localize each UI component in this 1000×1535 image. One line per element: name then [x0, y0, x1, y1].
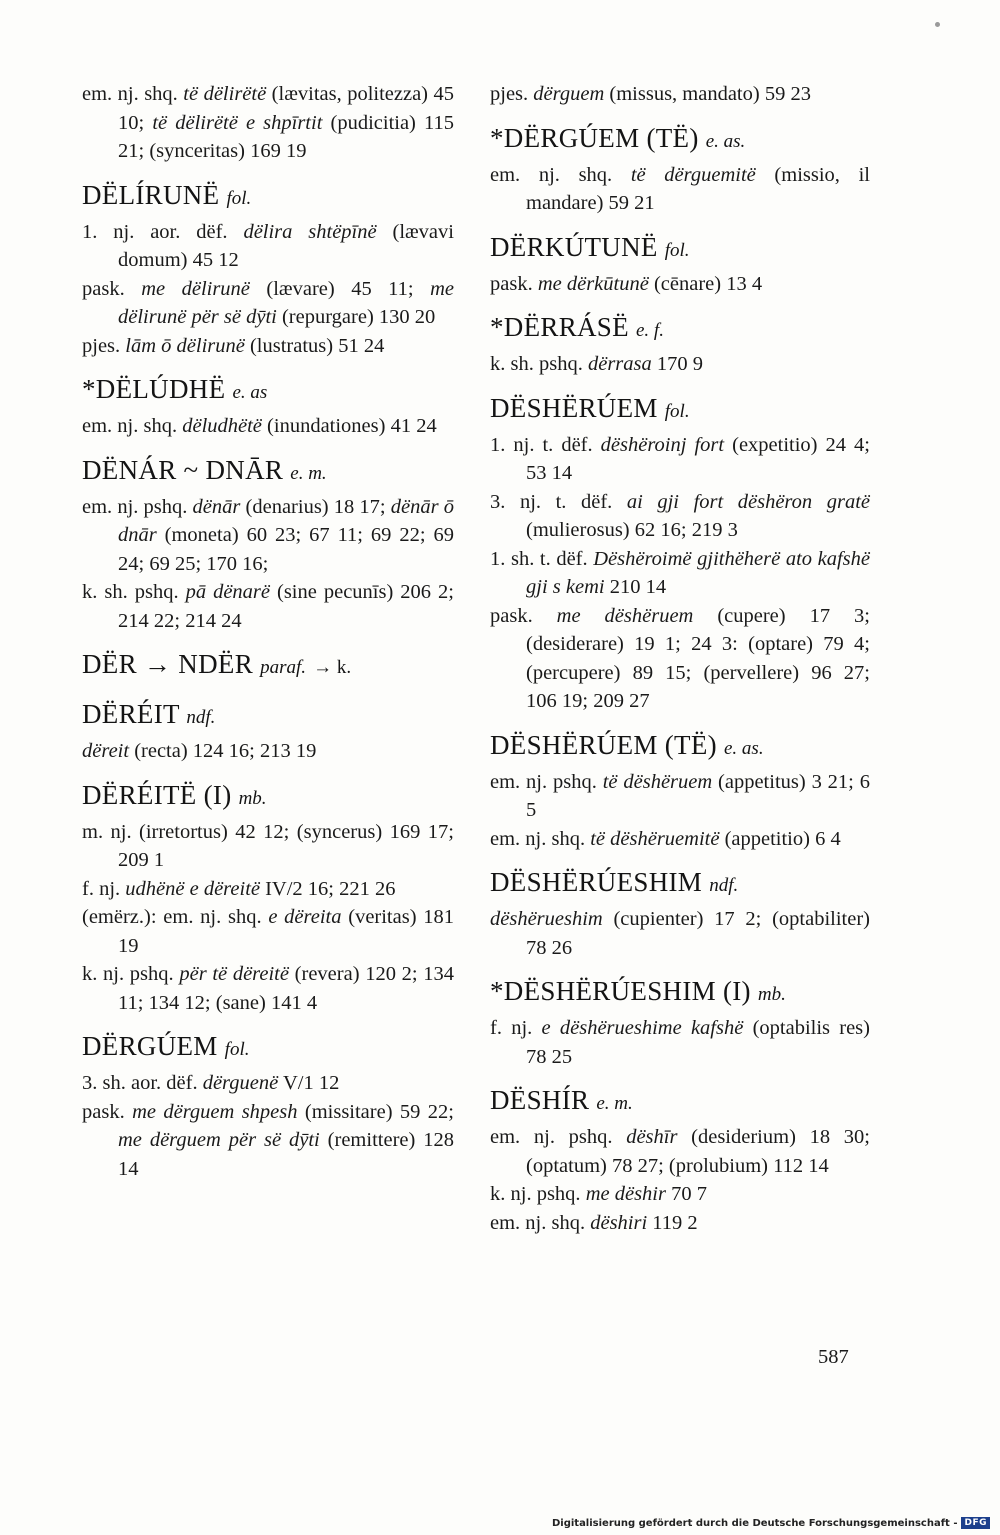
sense-example: për të dëreitë: [179, 963, 289, 985]
sense-example: me dërkūtunë: [537, 272, 649, 295]
sense-example: të dëlirëtë: [183, 83, 267, 105]
headword-text: DËRGÚEM: [82, 1031, 218, 1061]
sense-text: V/1 12: [278, 1072, 340, 1094]
sense-text: (sine pecunīs) 206 2; 214 22; 214 24: [118, 581, 454, 632]
sense-text: (expetitio) 24 4; 53 14: [526, 433, 870, 484]
right-column: [490, 80, 870, 1249]
dictionary-entry: [490, 974, 870, 1071]
sense-text: pask.: [82, 277, 142, 300]
entry-sense: [82, 218, 454, 275]
sense-text: (lævavi domum) 45 12: [118, 220, 454, 271]
headword-text: *DËRRÁSË: [490, 312, 629, 342]
sense-example: e dëreita: [268, 906, 342, 928]
sense-text: pjes.: [490, 83, 534, 105]
entry-sense: [82, 1098, 454, 1184]
sense-example: të dëshëruemitë: [590, 827, 720, 850]
dictionary-entry: [490, 865, 870, 962]
sense-text: (repurgare) 130 20: [276, 306, 436, 328]
entry-sense: [490, 80, 870, 109]
sense-text: (missitare) 59 22;: [297, 1100, 454, 1123]
sense-text: f. nj.: [82, 877, 126, 900]
grammar-label: fol.: [664, 400, 690, 422]
sense-text: f. nj.: [490, 1017, 542, 1039]
sense-text: (cupienter) 17 2; (optabiliter) 78 26: [526, 908, 870, 959]
headword-text: *DËLÚDHË: [82, 374, 226, 404]
sense-text: em. nj. shq.: [82, 415, 183, 437]
dictionary-entry: [490, 121, 870, 218]
sense-example: me dëlirunë për së dȳti: [118, 277, 455, 328]
sense-text: (cēnare) 13 4: [648, 272, 763, 295]
sense-text: (appetitus) 3 21; 6 5: [526, 770, 870, 821]
entry-sense: [490, 431, 870, 488]
sense-text: (inundationes) 41 24: [261, 415, 437, 437]
dictionary-entry: [490, 230, 870, 299]
sense-example: dënār ō dnār: [118, 495, 455, 546]
sense-example: dëshiri: [590, 1211, 648, 1234]
sense-text: em. nj. shq.: [490, 827, 591, 850]
dfg-logo: DFG: [961, 1517, 990, 1529]
grammar-label: e. m.: [290, 462, 327, 484]
dictionary-entry: [82, 647, 454, 685]
entry-sense: [490, 905, 870, 962]
sense-text: (lævare) 45 11;: [249, 277, 431, 300]
sense-text: em. nj. shq.: [490, 1211, 591, 1234]
dictionary-entry: [490, 80, 870, 109]
entry-sense: [490, 161, 870, 218]
grammar-label: e. as: [232, 382, 268, 403]
entry-sense: [490, 825, 870, 854]
sense-text: em. nj. shq.: [490, 163, 631, 186]
entry-headword: [490, 974, 870, 1012]
entry-sense: [82, 1069, 454, 1098]
sense-example: me dërguem për së dȳti: [118, 1129, 320, 1151]
sense-text: (desiderium) 18 30; (optatum) 78 27; (prolubium) 112 14: [526, 1126, 870, 1177]
entry-headword: [490, 728, 870, 766]
entry-sense: [490, 1180, 870, 1209]
sense-text: em. nj. pshq.: [82, 495, 193, 518]
sense-text: k. nj. pshq.: [82, 963, 180, 985]
headword-text: DËSHËRÚEM: [490, 392, 658, 423]
headword-text: DËRKÚTUNË: [490, 231, 658, 262]
entry-headword: [82, 778, 454, 816]
sense-text: pask.: [490, 272, 538, 295]
entry-sense: [82, 875, 454, 904]
sense-text: (recta) 124 16; 213 19: [129, 740, 317, 762]
sense-text: (remittere) 128 14: [118, 1129, 454, 1180]
entry-sense: [82, 578, 454, 635]
headword-text: DËR → NDËR: [82, 649, 253, 679]
entry-sense: [490, 768, 870, 825]
entry-sense: [82, 818, 454, 875]
dictionary-entry: [490, 310, 870, 379]
entry-headword: [490, 230, 870, 268]
footer-credit: [552, 1517, 990, 1529]
dictionary-entry: [82, 80, 454, 166]
entry-sense: [490, 1209, 870, 1238]
sense-example: të dëlirëtë e shpīrtit: [152, 111, 323, 134]
entry-sense: [82, 960, 454, 1017]
dictionary-entry: [490, 391, 870, 716]
headword-text: DËNÁR ~ DNĀR: [82, 454, 284, 485]
cross-reference: → k.: [313, 657, 352, 678]
left-column: [82, 80, 454, 1195]
sense-text: 1. nj. t. dëf.: [490, 433, 601, 456]
sense-text: pask.: [82, 1100, 133, 1123]
sense-text: 119 2: [647, 1211, 698, 1234]
sense-text: k. sh. pshq.: [82, 581, 186, 603]
grammar-label: e. f.: [635, 320, 664, 341]
sense-text: 170 9: [651, 353, 704, 375]
headword-text: DËLÍRUNË: [82, 179, 220, 210]
sense-text: (denarius) 18 17;: [240, 495, 391, 518]
entry-sense: [82, 493, 454, 579]
entry-sense: [490, 1014, 870, 1071]
sense-text: (emërz.): em. nj. shq.: [82, 906, 269, 928]
grammar-label: fol.: [664, 239, 690, 261]
sense-example: Dëshëroimë gjithëherë ato kafshë gji s kemi: [526, 547, 870, 598]
sense-text: (cupere) 17 3; (desiderare) 19 1; 24 3: (optare) 79 4; (percupere) 89 15; (pervellere) 96 27; 106 19; 209 27: [526, 604, 870, 712]
sense-text: (veritas) 181 19: [118, 906, 455, 957]
entry-sense: [490, 1123, 870, 1180]
entry-sense: [82, 80, 454, 166]
sense-example: të dëshëruem: [602, 770, 713, 793]
headword-text: DËSHËRÚEM (TË): [490, 729, 717, 760]
sense-example: dëshëroinj fort: [600, 433, 725, 456]
sense-text: IV/2 16; 221 26: [259, 877, 396, 900]
entry-sense: [82, 332, 454, 361]
entry-headword: [490, 1083, 870, 1121]
sense-example: dënār: [192, 495, 241, 518]
entry-sense: [82, 275, 454, 332]
grammar-label: paraf.: [260, 657, 306, 678]
dictionary-entry: [82, 778, 454, 1018]
entry-sense: [490, 488, 870, 545]
sense-text: pask.: [490, 604, 557, 627]
sense-text: (missio, il mandare) 59 21: [526, 163, 870, 214]
sense-text: (appetitio) 6 4: [719, 827, 841, 850]
dictionary-entry: [82, 178, 454, 361]
headword-text: *DËSHËRÚESHIM (I): [490, 976, 751, 1006]
sense-text: (pudicitia) 115 21; (synceritas) 169 19: [118, 111, 454, 162]
sense-text: (mulierosus) 62 16; 219 3: [526, 519, 738, 541]
grammar-label: fol.: [224, 1039, 250, 1060]
entry-sense: [82, 737, 454, 766]
sense-text: pjes.: [82, 334, 126, 357]
sense-example: pā dënarë: [185, 581, 270, 603]
entry-headword: [82, 1029, 454, 1067]
grammar-label: e. as.: [724, 737, 764, 759]
sense-text: 70 7: [665, 1183, 707, 1205]
dictionary-entry: [82, 372, 454, 441]
sense-text: (lustratus) 51 24: [244, 334, 385, 357]
sense-example: udhënë e dëreitë: [125, 877, 260, 900]
entry-headword: [82, 647, 454, 685]
sense-example: me dëlirunë: [141, 277, 250, 300]
entry-headword: [82, 372, 454, 410]
dictionary-entry: [490, 1083, 870, 1237]
entry-sense: [82, 412, 454, 441]
sense-example: dëshīr: [626, 1126, 678, 1148]
grammar-label: ndf.: [709, 875, 739, 896]
entry-headword: [82, 697, 454, 735]
dictionary-entry: [82, 1029, 454, 1183]
sense-example: dëshërueshim: [490, 908, 603, 930]
grammar-label: mb.: [757, 984, 786, 1005]
sense-example: ai gji fort dëshëron gratë: [626, 490, 870, 513]
entry-headword: [82, 453, 454, 491]
dictionary-entry: [82, 453, 454, 636]
grammar-label: e. as.: [705, 130, 746, 152]
entry-sense: [490, 350, 870, 379]
dictionary-entry: [490, 728, 870, 854]
sense-example: dërguem: [533, 83, 605, 105]
sense-text: m. nj. (irretortus) 42 12; (syncerus) 169 17; 209 1: [82, 820, 454, 871]
sense-example: dërrasa: [587, 353, 652, 375]
sense-text: (missus, mandato) 59 23: [604, 83, 811, 105]
sense-text: k. sh. pshq.: [490, 353, 588, 375]
headword-text: DËSHÍR: [490, 1085, 590, 1115]
sense-example: dëludhëtë: [182, 415, 262, 437]
entry-sense: [490, 270, 870, 299]
sense-text: 1. nj. aor. dëf.: [82, 220, 244, 243]
sense-example: me dëshir: [585, 1183, 666, 1205]
sense-example: të dërguemitë: [630, 163, 756, 186]
sense-text: (lævitas, politezza) 45 10;: [118, 83, 454, 134]
dictionary-entry: [82, 697, 454, 766]
sense-text: em. nj. shq.: [82, 83, 184, 105]
sense-text: 3. sh. aor. dëf.: [82, 1072, 203, 1094]
entry-headword: [490, 865, 870, 903]
sense-example: dëlira shtëpīnë: [243, 220, 377, 243]
grammar-label: fol.: [226, 187, 252, 209]
headword-text: DËSHËRÚESHIM: [490, 867, 703, 897]
sense-example: me dëshëruem: [556, 604, 694, 627]
footer-text: Digitalisierung gefördert durch die Deutsche Forschungsgemeinschaft -: [551, 1517, 958, 1529]
headword-text: DËRÉIT: [82, 699, 180, 729]
scan-speck: [935, 22, 940, 27]
sense-example: dëreit: [82, 740, 130, 762]
sense-example: e dëshërueshime kafshë: [541, 1017, 744, 1039]
sense-text: (revera) 120 2; 134 11; 134 12; (sane) 141 4: [118, 963, 454, 1014]
sense-example: lām ō dëlirunë: [125, 334, 245, 357]
sense-text: em. nj. pshq.: [490, 770, 603, 793]
sense-text: k. nj. pshq.: [490, 1183, 586, 1205]
grammar-label: e. m.: [596, 1093, 633, 1114]
sense-example: me dërguem shpesh: [132, 1100, 298, 1123]
entry-sense: [490, 602, 870, 716]
grammar-label: ndf.: [186, 707, 216, 728]
page-number: 587: [818, 1346, 849, 1368]
headword-text: DËRÉITË (I): [82, 779, 232, 810]
grammar-label: mb.: [238, 787, 267, 809]
entry-headword: [490, 310, 870, 348]
headword-text: *DËRGÚEM (TË): [490, 122, 699, 153]
entry-headword: [82, 178, 454, 216]
entry-headword: [490, 391, 870, 429]
entry-sense: [82, 903, 454, 960]
sense-text: 1. sh. t. dëf.: [490, 547, 594, 570]
entry-sense: [490, 545, 870, 602]
sense-text: 3. nj. t. dëf.: [490, 490, 627, 513]
entry-headword: [490, 121, 870, 159]
sense-text: 210 14: [604, 576, 667, 598]
sense-example: dërguenë: [202, 1072, 279, 1094]
sense-text: em. nj. pshq.: [490, 1126, 627, 1148]
sense-text: (optabilis res) 78 25: [526, 1017, 870, 1068]
sense-text: (moneta) 60 23; 67 11; 69 22; 69 24; 69 25; 170 16;: [118, 524, 454, 575]
